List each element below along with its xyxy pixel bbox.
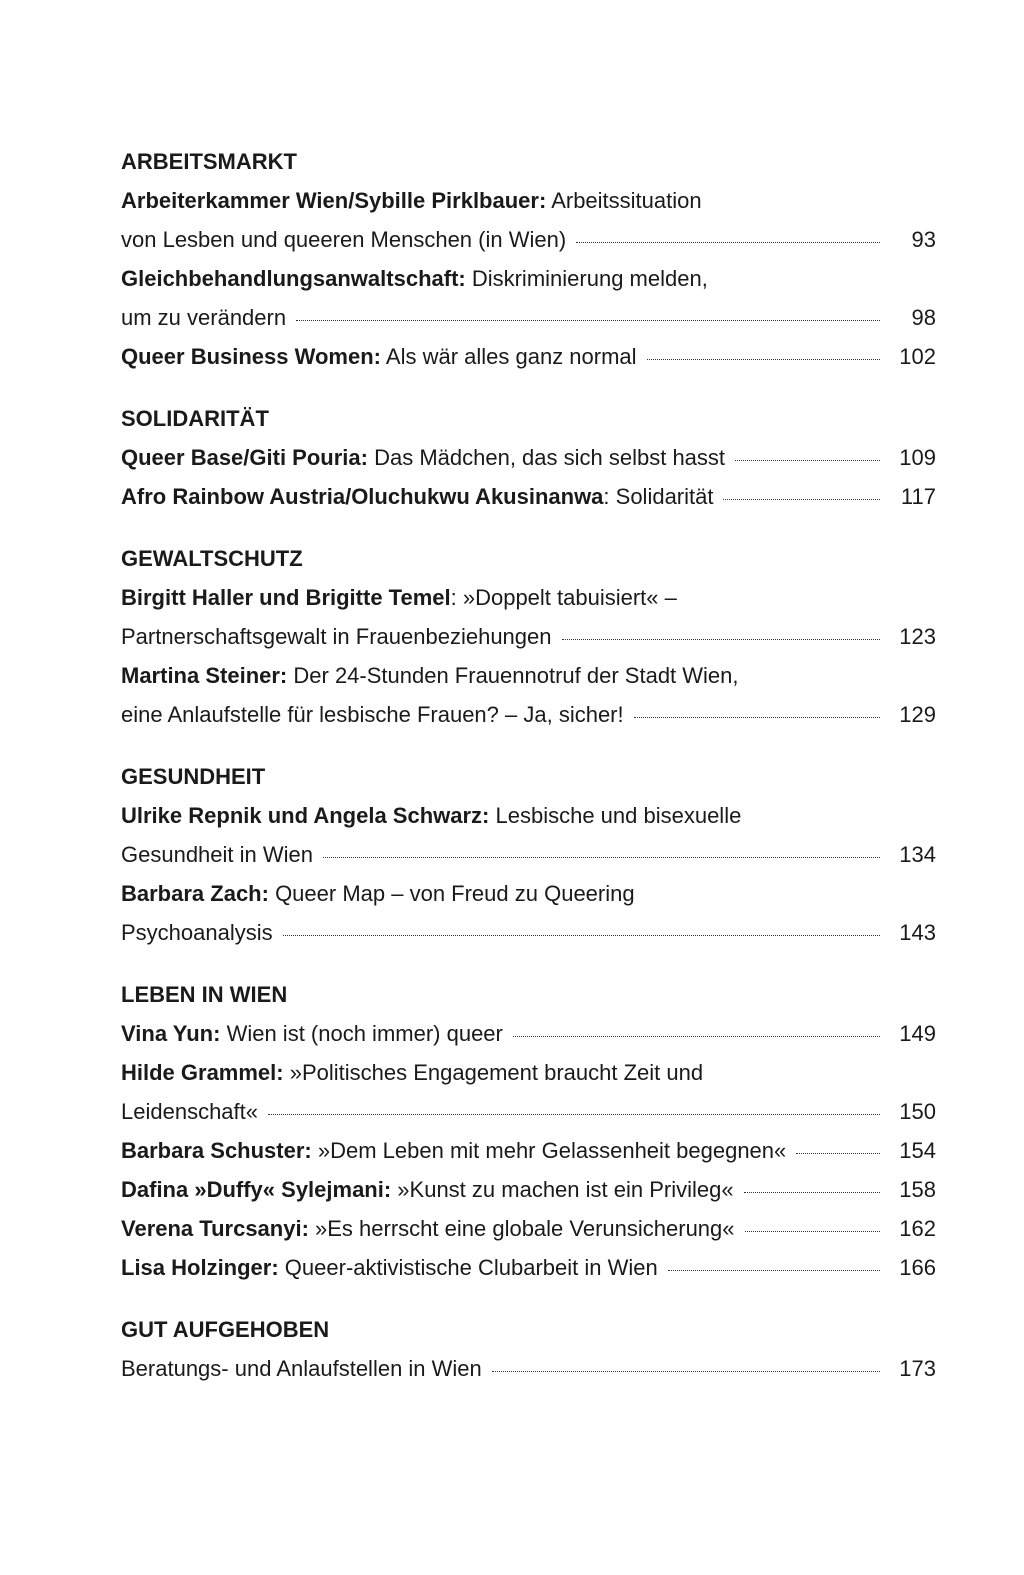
toc-entry[interactable]	[121, 1092, 936, 1131]
toc-entry[interactable]	[121, 220, 936, 259]
leader-dots	[283, 935, 880, 936]
section-heading: GUT AUFGEHOBEN	[121, 1317, 330, 1342]
page-number: 117	[900, 484, 936, 509]
entry-title: Queer Map – von Freud zu Queering	[268, 881, 635, 906]
leader-dots	[562, 639, 881, 640]
entry-title-continuation: Partnerschaftsgewalt in Frauenbeziehungen	[121, 624, 552, 649]
leader-dots	[647, 359, 880, 360]
entry-text	[121, 1349, 482, 1388]
entry-title: »Kunst zu machen ist ein Privileg«	[391, 1177, 734, 1202]
entry-author: Martina Steiner:	[121, 663, 288, 688]
table-of-contents	[121, 142, 936, 1411]
entry-text	[121, 259, 708, 298]
entry-author: Hilde Grammel:	[121, 1060, 284, 1085]
entry-author: Afro Rainbow Austria/Oluchukwu Akusinanwa	[121, 484, 604, 509]
entry-text	[121, 874, 635, 913]
leader-dots	[576, 242, 880, 243]
entry-text	[121, 298, 286, 337]
entry-text	[121, 181, 702, 220]
page-number: 162	[899, 1216, 936, 1241]
toc-entry[interactable]	[121, 695, 936, 734]
page-number: 154	[899, 1138, 936, 1163]
toc-section	[121, 142, 936, 376]
toc-entry[interactable]	[121, 477, 936, 516]
entry-text	[121, 1092, 258, 1131]
entry-text	[121, 1053, 703, 1092]
leader-dots	[323, 857, 880, 858]
leader-dots	[723, 499, 880, 500]
entry-title: Als wär alles ganz normal	[381, 344, 637, 369]
toc-entry-first-line[interactable]	[121, 796, 936, 835]
entry-title-continuation: Psychoanalysis	[121, 920, 273, 945]
toc-entry[interactable]	[121, 1131, 936, 1170]
toc-section	[121, 1310, 936, 1388]
toc-section	[121, 399, 936, 516]
toc-entry[interactable]	[121, 617, 936, 656]
entry-title: »Dem Leben mit mehr Gelassenheit begegnen«	[311, 1138, 787, 1163]
leader-dots	[735, 460, 880, 461]
entry-title: Wien ist (noch immer) queer	[220, 1021, 503, 1046]
entry-author: Lisa Holzinger:	[121, 1255, 279, 1280]
toc-entry[interactable]	[121, 1170, 936, 1209]
leader-dots	[745, 1231, 880, 1232]
page-number: 98	[911, 305, 936, 330]
entry-author: Barbara Zach:	[121, 881, 269, 906]
leader-dots	[513, 1036, 880, 1037]
entry-text	[121, 1248, 658, 1287]
entry-title-continuation: Leidenschaft«	[121, 1099, 258, 1124]
page-number: 150	[899, 1099, 936, 1124]
entry-author: Barbara Schuster:	[121, 1138, 312, 1163]
page-number: 93	[911, 227, 936, 252]
toc-section	[121, 539, 936, 734]
entry-author: Arbeiterkammer Wien/Sybille Pirklbauer:	[121, 188, 547, 213]
section-heading: ARBEITSMARKT	[121, 149, 297, 174]
page-number: 143	[899, 920, 936, 945]
entry-text	[121, 796, 741, 835]
entry-author: Ulrike Repnik und Angela Schwarz:	[121, 803, 490, 828]
leader-dots	[796, 1153, 880, 1154]
entry-author: Vina Yun:	[121, 1021, 221, 1046]
section-heading: GESUNDHEIT	[121, 764, 266, 789]
section-heading: SOLIDARITÄT	[121, 406, 269, 431]
leader-dots	[744, 1192, 880, 1193]
section-heading: LEBEN IN WIEN	[121, 982, 288, 1007]
entry-author: Queer Business Women:	[121, 344, 381, 369]
entry-title: : »Doppelt tabuisiert« –	[450, 585, 677, 610]
entry-title: Arbeitssituation	[546, 188, 702, 213]
page-number: 173	[899, 1356, 936, 1381]
page-number: 123	[899, 624, 936, 649]
entry-title-continuation: um zu verändern	[121, 305, 287, 330]
entry-text	[121, 617, 552, 656]
entry-title: Lesbische und bisexuelle	[489, 803, 742, 828]
leader-dots	[634, 717, 880, 718]
toc-entry-first-line[interactable]	[121, 259, 936, 298]
page-number: 149	[899, 1021, 936, 1046]
toc-entry[interactable]	[121, 1349, 936, 1388]
entry-title-continuation: von Lesben und queeren Menschen (in Wien)	[121, 227, 567, 252]
entry-text	[121, 1014, 503, 1053]
entry-title: Queer-aktivistische Clubarbeit in Wien	[278, 1255, 658, 1280]
page-number: 158	[899, 1177, 936, 1202]
toc-entry[interactable]	[121, 835, 936, 874]
page-number: 102	[899, 344, 936, 369]
entry-text	[121, 656, 739, 695]
toc-entry-first-line[interactable]	[121, 1053, 936, 1092]
entry-author: Gleichbehandlungsanwaltschaft:	[121, 266, 466, 291]
entry-text	[121, 913, 273, 952]
entry-title: Der 24-Stunden Frauennotruf der Stadt Wien,	[287, 663, 739, 688]
entry-title: »Politisches Engagement braucht Zeit und	[283, 1060, 704, 1085]
page-number: 109	[899, 445, 936, 470]
entry-author: Queer Base/Giti Pouria:	[121, 445, 368, 470]
entry-text	[121, 220, 566, 259]
entry-title: Beratungs- und Anlaufstellen in Wien	[121, 1356, 482, 1381]
entry-author: Birgitt Haller und Brigitte Temel	[121, 585, 451, 610]
entry-text	[121, 337, 637, 376]
section-heading: GEWALTSCHUTZ	[121, 546, 303, 571]
entry-author: Dafina »Duffy« Sylejmani:	[121, 1177, 392, 1202]
entry-title: »Es herrscht eine globale Verunsicherung«	[308, 1216, 735, 1241]
toc-entry-first-line[interactable]	[121, 656, 936, 695]
leader-dots	[492, 1371, 880, 1372]
toc-entry-first-line[interactable]	[121, 181, 936, 220]
entry-text	[121, 578, 677, 617]
toc-section	[121, 757, 936, 952]
entry-text	[121, 1209, 735, 1248]
toc-entry[interactable]	[121, 1248, 936, 1287]
entry-text	[121, 1131, 786, 1170]
page-number: 129	[899, 702, 936, 727]
toc-entry[interactable]	[121, 438, 936, 477]
toc-entry[interactable]	[121, 337, 936, 376]
leader-dots	[268, 1114, 880, 1115]
entry-title: Das Mädchen, das sich selbst hasst	[367, 445, 726, 470]
entry-title-continuation: Gesundheit in Wien	[121, 842, 313, 867]
leader-dots	[296, 320, 880, 321]
toc-entry[interactable]	[121, 298, 936, 337]
toc-entry-first-line[interactable]	[121, 874, 936, 913]
page-number: 166	[899, 1255, 936, 1280]
toc-section	[121, 975, 936, 1287]
entry-text	[121, 477, 713, 516]
entry-text	[121, 695, 624, 734]
entry-title-continuation: eine Anlaufstelle für lesbische Frauen? – Ja, sicher!	[121, 702, 624, 727]
toc-entry[interactable]	[121, 1014, 936, 1053]
toc-entry[interactable]	[121, 1209, 936, 1248]
entry-text	[121, 835, 313, 874]
toc-entry[interactable]	[121, 913, 936, 952]
page-number: 134	[899, 842, 936, 867]
entry-text	[121, 438, 725, 477]
entry-text	[121, 1170, 734, 1209]
entry-title: Diskriminierung melden,	[465, 266, 708, 291]
leader-dots	[668, 1270, 880, 1271]
entry-title: : Solidarität	[603, 484, 714, 509]
entry-author: Verena Turcsanyi:	[121, 1216, 309, 1241]
toc-entry-first-line[interactable]	[121, 578, 936, 617]
